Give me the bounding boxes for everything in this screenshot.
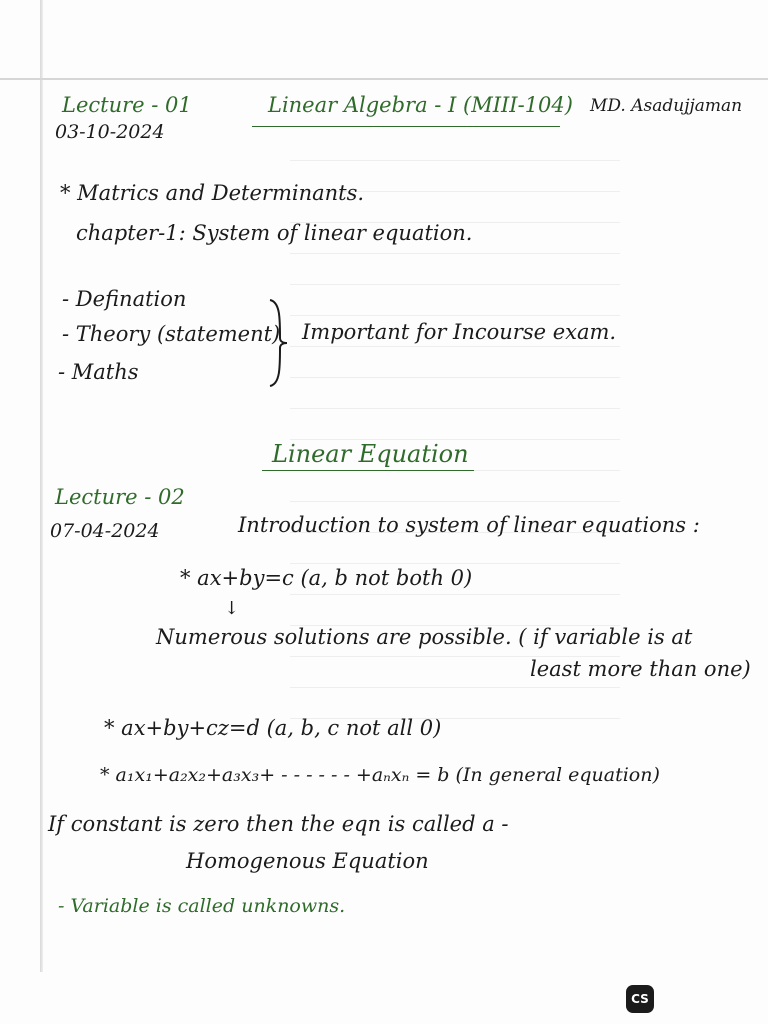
- equation-3: * a₁x₁+a₂x₂+a₃x₃+ - - - - - - +aₙxₙ = b (In general equation): [100, 764, 660, 786]
- title-underline: [252, 126, 560, 127]
- lecture-02-label: Lecture - 02: [55, 485, 185, 509]
- list-item-definition: - Defination: [62, 287, 187, 311]
- section-title: Linear Equation: [272, 440, 469, 468]
- unknowns-note: - Variable is called unknowns.: [58, 895, 346, 917]
- author-name: MD. Asadujjaman: [590, 96, 743, 116]
- lecture-02-date: 07-04-2024: [50, 520, 160, 542]
- topic-heading: * Matrics and Determinants.: [60, 181, 365, 205]
- list-item-theory: - Theory (statement): [62, 322, 281, 346]
- solutions-line-1: Numerous solutions are possible. ( if variable is at: [156, 625, 693, 649]
- margin-line: [40, 0, 43, 972]
- list-item-maths: - Maths: [58, 360, 139, 384]
- homogenous-line-1: If constant is zero then the eqn is called a -: [48, 812, 509, 836]
- chapter-title: chapter-1: System of linear equation.: [76, 221, 473, 245]
- intro-text: Introduction to system of linear equations :: [238, 513, 700, 537]
- equation-2: * ax+by+cz=d (a, b, c not all 0): [104, 716, 442, 740]
- equation-1: * ax+by=c (a, b not both 0): [180, 566, 473, 590]
- curly-brace: [262, 298, 288, 388]
- solutions-line-2: least more than one): [530, 657, 751, 681]
- header-rule: [0, 78, 768, 80]
- course-title: Linear Algebra - I (MIII-104): [268, 93, 573, 117]
- lecture-01-label: Lecture - 01: [62, 93, 192, 117]
- lecture-01-date: 03-10-2024: [55, 121, 165, 143]
- down-arrow-icon: ↓: [224, 598, 240, 619]
- exam-note: Important for Incourse exam.: [302, 320, 617, 344]
- homogenous-line-2: Homogenous Equation: [186, 849, 429, 873]
- camscanner-logo: CS: [626, 985, 654, 1013]
- section-title-underline: [262, 470, 474, 471]
